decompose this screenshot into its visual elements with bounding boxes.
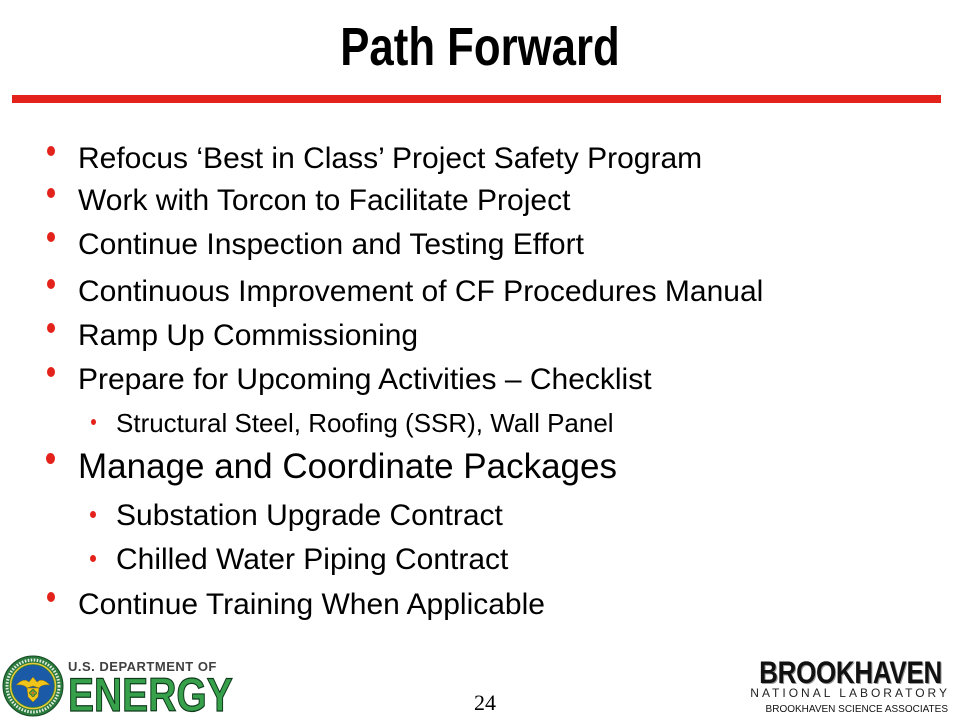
bullet-icon (47, 188, 55, 198)
sub-bullet-icon (91, 419, 96, 425)
bullet-item (0, 272, 960, 312)
bullet-item (0, 316, 960, 356)
bullet-text: Continue Inspection and Testing Effort (78, 228, 584, 261)
sub-bullet-text: Chilled Water Piping Contract (116, 543, 509, 576)
doe-logo-wordmark: ENERGY (68, 670, 233, 722)
doe-logo-line1: U.S. DEPARTMENT OF (68, 659, 217, 674)
sub-bullet-item (0, 407, 960, 439)
sub-bullet-icon (90, 511, 96, 518)
page-number: 24 (474, 690, 496, 715)
doe-seal-icon (2, 655, 64, 717)
slide-title: Path Forward (340, 17, 620, 77)
sub-bullet-text: Substation Upgrade Contract (116, 499, 503, 532)
bullet-item (0, 360, 960, 400)
bullet-text: Refocus ‘Best in Class’ Project Safety Program (78, 142, 703, 175)
bullet-icon (46, 453, 55, 464)
sub-bullet-item (0, 496, 960, 536)
bullet-item (0, 225, 960, 265)
title-divider (12, 95, 941, 103)
bullet-icon (47, 232, 55, 242)
sub-bullet-icon (90, 555, 96, 562)
bullet-text: Manage and Coordinate Packages (78, 447, 617, 486)
organization-name: BROOKHAVEN SCIENCE ASSOCIATES (765, 704, 948, 715)
bullet-text: Continuous Improvement of CF Procedures Manual (78, 275, 764, 308)
bullet-icon (47, 323, 55, 333)
sub-bullet-item (0, 540, 960, 580)
bnl-logo-wordmark: BROOKHAVEN (759, 654, 942, 690)
bullet-icon (47, 592, 55, 602)
bullet-item (0, 181, 960, 221)
bullet-text: Continue Training When Applicable (78, 588, 545, 621)
bullet-item (0, 445, 960, 489)
bullet-text: Prepare for Upcoming Activities – Checklist (78, 363, 652, 396)
bullet-item (0, 139, 960, 179)
bullet-text: Ramp Up Commissioning (78, 319, 419, 352)
bullet-item (0, 585, 960, 625)
bullet-icon (47, 279, 55, 289)
sub-bullet-text: Structural Steel, Roofing (SSR), Wall Panel (116, 408, 614, 438)
bullet-icon (47, 146, 55, 156)
bullet-text: Work with Torcon to Facilitate Project (78, 184, 571, 217)
bnl-logo-subtitle: NATIONAL LABORATORY (750, 686, 950, 700)
bullet-icon (47, 367, 55, 377)
